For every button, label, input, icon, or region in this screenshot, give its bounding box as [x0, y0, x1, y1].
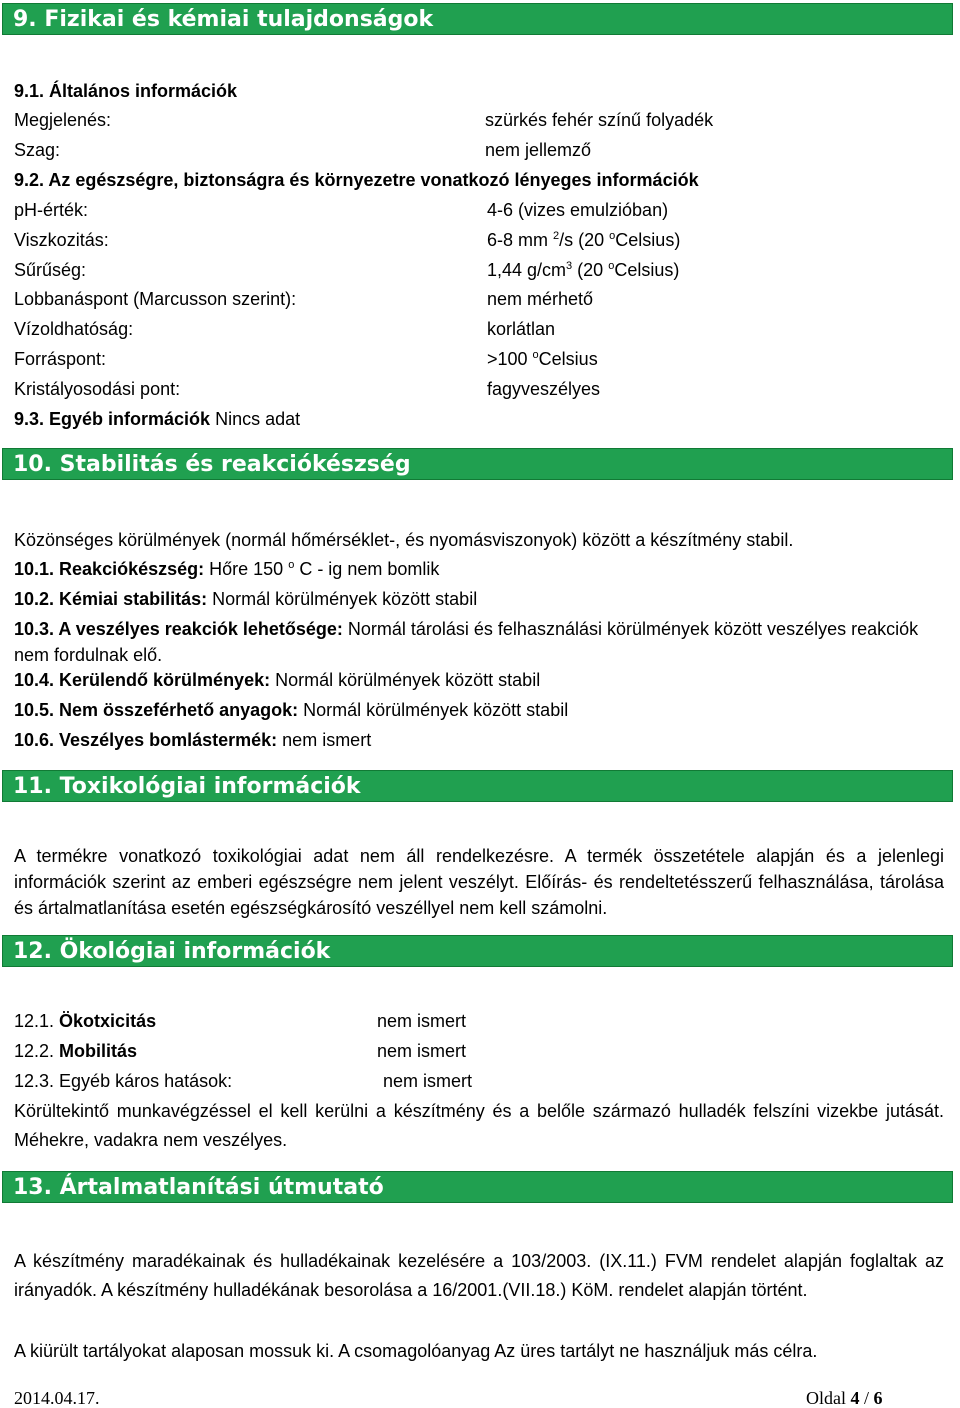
other-info: 9.3. Egyéb információk Nincs adat [14, 409, 301, 429]
mobility-label: 12.2. Mobilitás [14, 1041, 138, 1061]
other-effects-label: 12.3. Egyéb káros hatások: [14, 1071, 233, 1091]
conditions-to-avoid-line: 10.4. Kerülendő körülmények: Normál körülmények között stabil [14, 670, 541, 690]
section-12-header: 12. Ökológiai információk [2, 935, 953, 967]
ph-value: 4-6 (vizes emulzióban) [487, 200, 669, 220]
odor-value: nem jellemző [485, 140, 592, 160]
relevant-info-heading: 9.2. Az egészségre, biztonságra és környezetre vonatkozó lényeges információk [14, 170, 699, 190]
ecotoxicity-value: nem ismert [377, 1011, 467, 1031]
odor-label: Szag: [14, 140, 61, 160]
disposal-container-text: A kiürült tartályokat alaposan mossuk ki. A csomagolóanyag Az üres tartályt ne használjuk más célra. [14, 1341, 818, 1361]
appearance-value: szürkés fehér színű folyadék [485, 110, 714, 130]
chemical-stability-line: 10.2. Kémiai stabilitás: Normál körülmények között stabil [14, 589, 478, 609]
hazardous-reactions-line: 10.3. A veszélyes reakciók lehetősége: Normál tárolási és felhasználási körülmények között veszélyes reakciók nem fordulnak elő. [14, 619, 919, 665]
appearance-label: Megjelenés: [14, 110, 112, 130]
reactivity-line: 10.1. Reakciókészség: Hőre 150 $^o$ C - ig nem bomlik [14, 559, 440, 579]
page-number: Oldal 4 / 6 [806, 1388, 883, 1408]
other-effects-value: nem ismert [383, 1071, 473, 1091]
solubility-label: Vízoldhatóság: [14, 319, 134, 339]
density-label: Sűrűség: [14, 260, 87, 280]
ph-label: pH-érték: [14, 200, 89, 220]
flash-point-value: nem mérhető [487, 289, 594, 309]
mobility-value: nem ismert [377, 1041, 467, 1061]
crystallization-value: fagyveszélyes [487, 379, 601, 399]
toxicology-text: A termékre vonatkozó toxikológiai adat nem áll rendelkezésre. A termék összetétele alapján és a jelenlegi információk szerint az emberi egészségre nem jelent veszélyt. Előírás- és rendeltetésszerű felhasználása, tárolása és ártalmatlanítása esetén egészségkárosító veszéllyel nem kell számolni. [14, 846, 944, 918]
footer-date: 2014.04.17. [14, 1388, 100, 1408]
incompatible-materials-line: 10.5. Nem összeférhető anyagok: Normál körülmények között stabil [14, 700, 569, 720]
decomposition-products-line: 10.6. Veszélyes bomlástermék: nem ismert [14, 730, 372, 750]
boiling-point-label: Forráspont: [14, 349, 107, 369]
crystallization-label: Kristályosodási pont: [14, 379, 181, 399]
stability-intro: Közönséges körülmények (normál hőmérséklet-, és nyomásviszonyok) között a készítmény stabil. [14, 530, 794, 550]
general-info-heading: 9.1. Általános információk [14, 81, 238, 101]
section-10-header: 10. Stabilitás és reakciókészség [2, 448, 953, 480]
density-value: 1,44 $g/cm^3$ (20 $^o$Celsius) [487, 260, 680, 280]
disposal-text: A készítmény maradékainak és hulladékainak kezelésére a 103/2003. (IX.11.) FVM rendelet alapján foglaltak az irányadók. A készítmény hulladékának besorolása a 16/2001.(VII.18.) KöM. rendelet alapján történt. [14, 1251, 944, 1300]
ecotoxicity-label: 12.1. Ökotxicitás [14, 1011, 157, 1031]
ecology-text: Körültekintő munkavégzéssel el kell kerülni a készítmény és a belőle származó hulladék felszíni vizekbe jutását. Méhekre, vadakra nem veszélyes. [14, 1101, 944, 1150]
boiling-point-value: >100 $^o$Celsius [487, 349, 598, 369]
solubility-value: korlátlan [487, 319, 556, 339]
viscosity-label: Viszkozitás: [14, 230, 109, 250]
flash-point-label: Lobbanáspont (Marcusson szerint): [14, 289, 297, 309]
viscosity-value: 6-8 mm $^2$/s (20 $^o$Celsius) [487, 230, 681, 250]
section-11-header: 11. Toxikológiai információk [2, 770, 953, 802]
section-9-header: 9. Fizikai és kémiai tulajdonságok [2, 3, 953, 35]
section-13-header: 13. Ártalmatlanítási útmutató [2, 1171, 953, 1203]
